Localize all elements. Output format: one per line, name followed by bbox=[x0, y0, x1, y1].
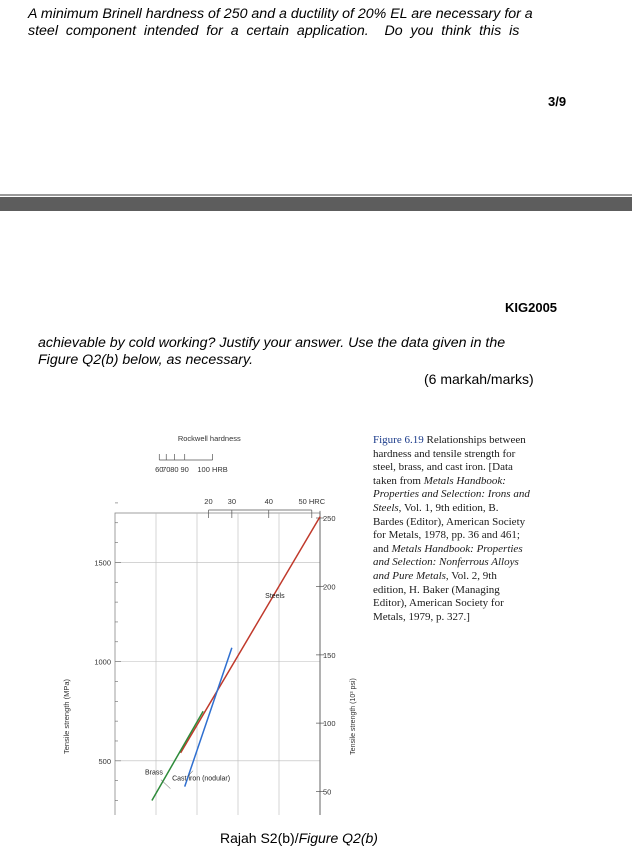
right-axis-tick-label: 200 bbox=[323, 582, 336, 592]
page-number: 3/9 bbox=[548, 94, 567, 109]
figure-label-prefix: Rajah S2(b)/ bbox=[220, 830, 299, 846]
brass-leader bbox=[161, 780, 170, 789]
series-annotation: Brass bbox=[144, 769, 163, 777]
right-axis-tick-label: 250 bbox=[323, 513, 336, 523]
series-line-cast-iron-nodular- bbox=[185, 648, 232, 787]
question-line-1: A minimum Brinell hardness of 250 and a ductility of 20% EL are necessary for a bbox=[28, 6, 533, 22]
hrb-tick-label: 90 bbox=[180, 465, 189, 474]
right-axis-label: Tensile strength (10³ psi) bbox=[350, 678, 357, 755]
question-line-4: Figure Q2(b) below, as necessary. bbox=[38, 352, 254, 368]
caption-label: Figure 6.19 bbox=[373, 434, 424, 446]
hrb-tick-label: 60 bbox=[155, 465, 164, 474]
page-divider bbox=[0, 197, 632, 211]
question-line-3: achievable by cold working? Justify your answer. Use the data given in the bbox=[38, 335, 506, 351]
hrc-tick-label: 50 HRC bbox=[298, 497, 326, 506]
right-axis-tick-label: 150 bbox=[323, 650, 336, 660]
y-tick-label: 500 bbox=[98, 756, 111, 766]
hrc-tick-label: 30 bbox=[227, 497, 237, 506]
y-axis-label: Tensile strength (MPa) bbox=[62, 678, 71, 755]
hrb-tick-label: 100 HRB bbox=[197, 465, 228, 474]
hrc-tick-label: 40 bbox=[264, 497, 273, 506]
series-line-steels bbox=[181, 517, 320, 753]
figure-label bbox=[220, 830, 378, 846]
y-tick-label: 1500 bbox=[94, 558, 111, 568]
hrb-tick-label: 70 bbox=[162, 465, 171, 474]
caption-text-1: Relationships between hardness and tensile strength for steel, brass, and cast iron. [Data taken from bbox=[373, 434, 526, 487]
series-annotation: Steels bbox=[265, 593, 285, 601]
caption-text-2: , Vol. 1, 9th edition, B. Bardes (Editor), American Society for Metals, 1978, pp. 36 and 461; and bbox=[373, 501, 526, 555]
hrb-tick-label: 80 bbox=[170, 465, 179, 474]
caption-source-2: Metals Handbook: Properties and Selection: Nonferrous Alloys and Pure Metals bbox=[373, 542, 523, 582]
caption-source-1: Metals Handbook: Properties and Selection: Irons and Steels bbox=[373, 474, 530, 514]
figure-caption bbox=[373, 434, 531, 624]
question-line-2: steel component intended for a certain application. Do you think this is bbox=[28, 23, 520, 39]
hardness-tensile-chart bbox=[55, 420, 370, 815]
page-divider-line bbox=[0, 194, 632, 196]
figure-label-suffix: Figure Q2(b) bbox=[298, 830, 378, 846]
hrc-tick-label: 20 bbox=[204, 497, 213, 506]
right-axis-tick-label: 100 bbox=[323, 719, 336, 729]
rockwell-label: Rockwell hardness bbox=[177, 434, 241, 443]
right-axis-tick-label: 50 bbox=[323, 787, 332, 797]
series-annotation: Cast iron (nodular) bbox=[172, 775, 231, 783]
course-code: KIG2005 bbox=[505, 300, 558, 315]
caption-text-3: , Vol. 2, 9th edition, H. Baker (Managing Editor), American Society for Metals, 1979, p. 327.] bbox=[373, 569, 504, 623]
y-tick-label: 1000 bbox=[94, 657, 111, 667]
marks-label: (6 markah/marks) bbox=[424, 371, 534, 387]
